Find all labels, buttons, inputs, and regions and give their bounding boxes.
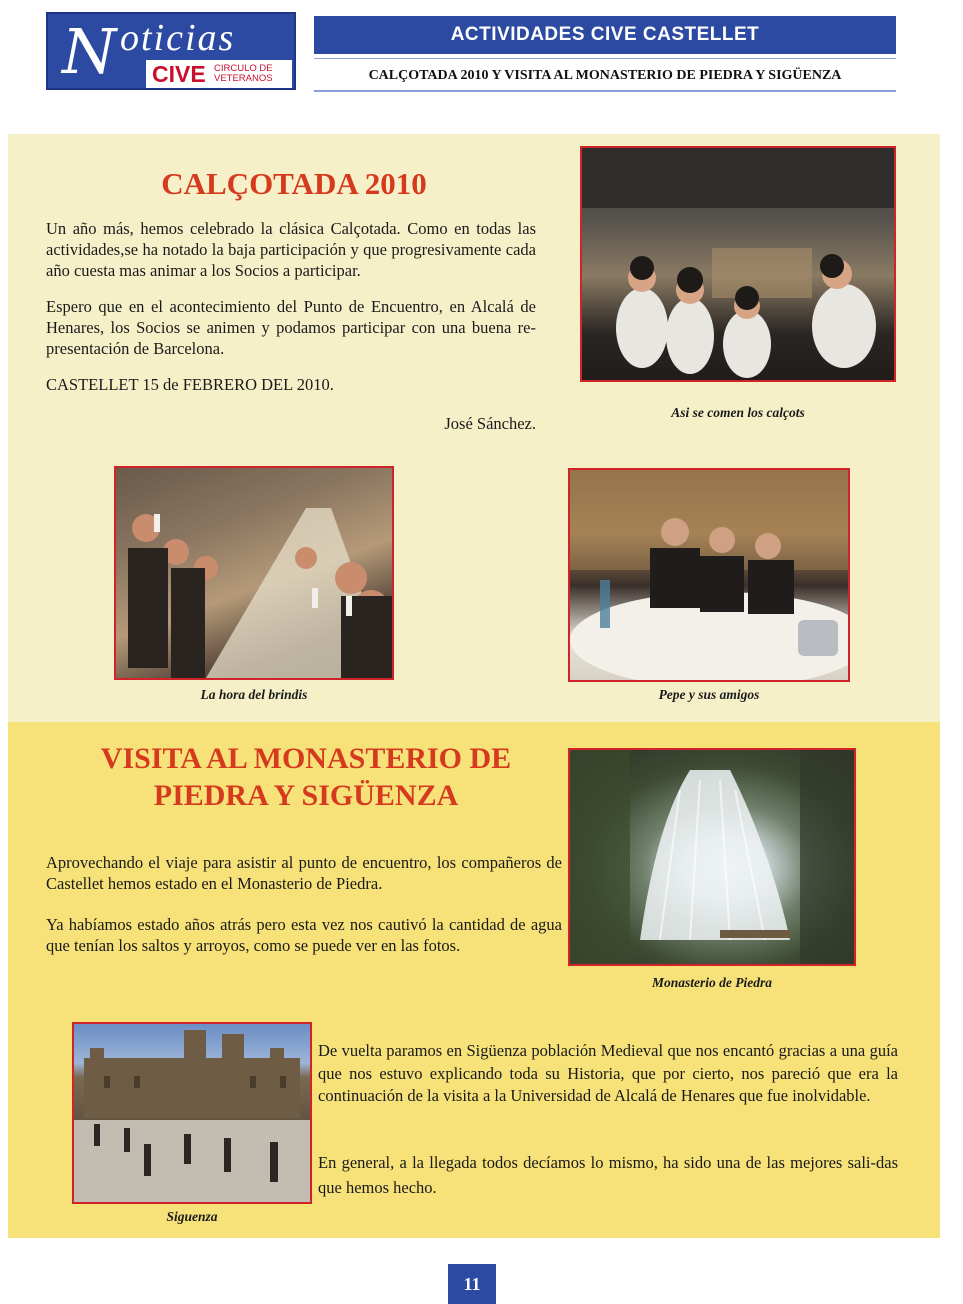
photo-monasterio bbox=[568, 748, 856, 966]
photo-brindis bbox=[114, 466, 394, 680]
photo-calcots-illustration bbox=[582, 148, 894, 380]
article-paragraph: De vuelta paramos en Sigüenza población Medieval que nos encantó gracias a una guía que nos estuvo explicando toda su Historia, que por cierto, nos pareció que era la continuación de la visita a la Universidad de Alcalá de Henares que fue inolvidable. bbox=[318, 1041, 898, 1105]
photo-pepe bbox=[568, 468, 850, 682]
article-title-line1: VISITA AL MONASTERIO DE bbox=[100, 742, 512, 775]
photo-caption: Asi se comen los calçots bbox=[671, 405, 805, 420]
photo-brindis-illustration bbox=[116, 468, 392, 678]
logo-circle-line2: VETERANOS bbox=[214, 73, 273, 84]
article-title-line2: PIEDRA Y SIGÜENZA bbox=[153, 779, 459, 812]
photo-caption: Siguenza bbox=[166, 1209, 218, 1224]
photo-siguenza-illustration bbox=[74, 1024, 310, 1202]
logo-circle-line1: CIRCULO DE bbox=[214, 63, 273, 74]
article-paragraph: Espero que en el acontecimiento del Punto de Encuentro, en Alcalá de Henares, los Socios se animen y podamos participar con una buena re-presentación de Barcelona. bbox=[46, 297, 536, 358]
photo-monasterio-illustration bbox=[570, 750, 854, 964]
photo-pepe-illustration bbox=[570, 470, 848, 680]
subtitle-rule bbox=[314, 58, 896, 59]
article-paragraph: Aprovechando el viaje para asistir al punto de encuentro, los compañeros de Castellet hemos estado en el Monasterio de Piedra. bbox=[46, 853, 562, 893]
photo-calcots bbox=[580, 146, 896, 382]
logo-circle-text bbox=[214, 64, 290, 84]
photo-caption: La hora del brindis bbox=[200, 687, 308, 702]
logo-script-letter: N bbox=[62, 15, 117, 88]
logo-brand: CIVE bbox=[152, 61, 206, 87]
section-title: ACTIVIDADES CIVE CASTELLET bbox=[314, 16, 896, 54]
article-signature: José Sánchez. bbox=[444, 414, 536, 433]
article-date-line: CASTELLET 15 de FEBRERO DEL 2010. bbox=[46, 375, 334, 394]
article-paragraph: Un año más, hemos celebrado la clásica Calçotada. Como en todas las actividades,se ha notado la baja participación y que progresivamente cada año cuesta mas animar a los Socios a participar. bbox=[46, 219, 536, 280]
article-paragraph: Ya habíamos estado años atrás pero esta vez nos cautivó la cantidad de agua que tenían los saltos y arroyos, como se puede ver en las fotos. bbox=[46, 915, 562, 955]
article-paragraph: En general, a la llegada todos decíamos lo mismo, ha sido una de las mejores sali-das que hemos hecho. bbox=[318, 1153, 898, 1197]
article-title-visita bbox=[46, 740, 566, 814]
page-subtitle: CALÇOTADA 2010 Y VISITA AL MONASTERIO DE PIEDRA Y SIGÜENZA bbox=[314, 62, 896, 92]
photo-siguenza bbox=[72, 1022, 312, 1204]
logo-word: oticias bbox=[120, 17, 236, 59]
article-title-calcotada: CALÇOTADA 2010 bbox=[161, 166, 427, 201]
page-number: 11 bbox=[448, 1264, 496, 1304]
photo-caption: Monasterio de Piedra bbox=[652, 975, 772, 990]
photo-caption: Pepe y sus amigos bbox=[658, 687, 760, 702]
cive-logo bbox=[46, 12, 296, 90]
